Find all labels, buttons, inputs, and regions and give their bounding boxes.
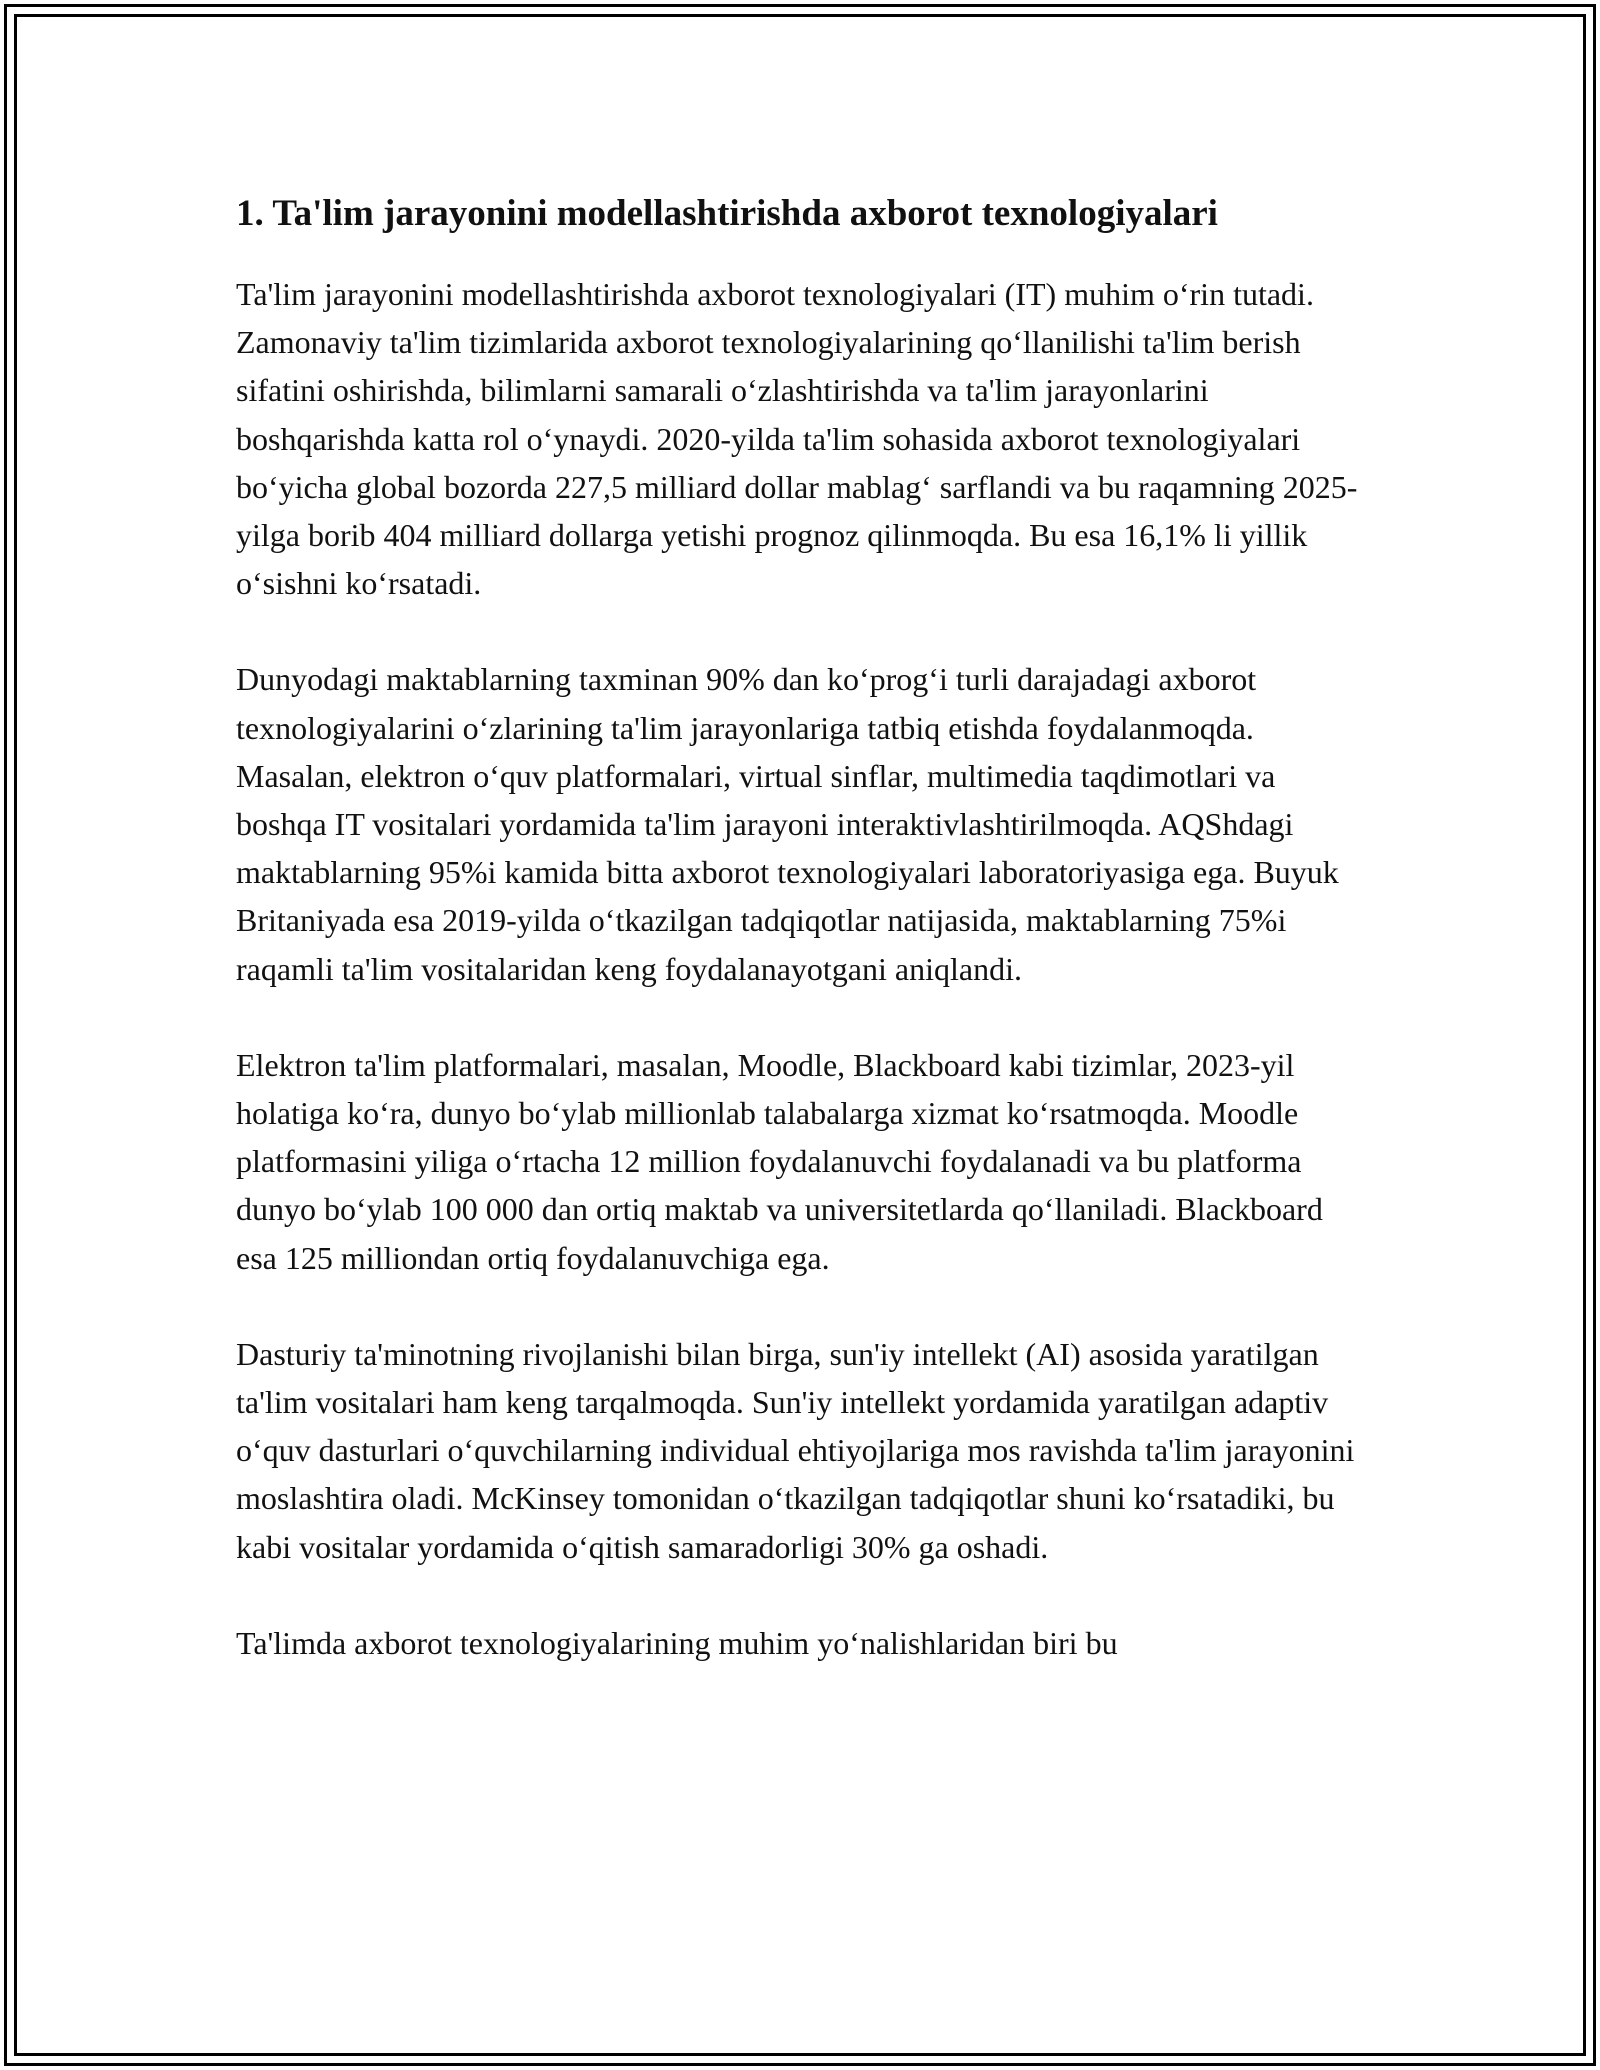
paragraph-ai-tools: Dasturiy ta'minotning rivojlanishi bilan birga, sun'iy intellekt (AI) asosida yaratilgan ta'lim vositalari ham keng tarqalmoqda. Sun'iy intellekt yordamida yaratilgan adaptiv o‘quv dasturlari o‘quvchilarning individual ehtiyojlariga mos ravishda ta'lim jarayonini moslashtira oladi. McKinsey tomonidan o‘tkazilgan tadqiqotlar shuni ko‘rsatadiki, bu kabi vositalar yordamida o‘qitish samaradorligi 30% ga oshadi. [236, 1335, 1355, 1565]
document-body [236, 190, 1366, 1667]
paragraph-schools-adoption: Dunyodagi maktablarning taxminan 90% dan ko‘prog‘i turli darajadagi axborot texnologiyalarini o‘zlarining ta'lim jarayonlariga tatbiq etishda foydalanmoqda. Masalan, elektron o‘quv platformalari, virtual sinflar, multimedia taqdimotlari va boshqa IT vositalari yordamida ta'lim jarayoni interaktivlashtirilmoqda. AQShdagi maktablarning 95%i kamida bitta axborot texnologiyalari laboratoriyasiga ega. Buyuk Britaniyada esa 2019-yilda o‘tkazilgan tadqiqotlar natijasida, maktablarning 75%i raqamli ta'lim vositalaridan keng foydalanayotgani aniqlandi. [236, 661, 1339, 987]
paragraph-elearning-platforms: Elektron ta'lim platformalari, masalan, Moodle, Blackboard kabi tizimlar, 2023-yil holatiga ko‘ra, dunyo bo‘ylab millionlab talabalarga xizmat ko‘rsatmoqda. Moodle platformasini yiliga o‘rtacha 12 million foydalanuvchi foydalanadi va bu platforma dunyo bo‘ylab 100 000 dan ortiq maktab va universitetlarda qo‘llaniladi. Blackboard esa 125 milliondan ortiq foydalanuvchiga ega. [236, 1046, 1323, 1276]
paragraph-it-market: Ta'lim jarayonini modellashtirishda axborot texnologiyalari (IT) muhim o‘rin tutadi. Zamonaviy ta'lim tizimlarida axborot texnologiyalarining qo‘llanilishi ta'lim berish sifatini oshirishda, bilimlarni samarali o‘zlashtirishda va ta'lim jarayonlarini boshqarishda katta rol o‘ynaydi. 2020-yilda ta'lim sohasida axborot texnologiyalari bo‘yicha global bozorda 227,5 milliard dollar mablag‘ sarflandi va bu raqamning 2025-yilga borib 404 milliard dollarga yetishi prognoz qilinmoqda. Bu esa 16,1% li yillik o‘sishni ko‘rsatadi. [236, 276, 1358, 602]
section-heading: 1. Ta'lim jarayonini modellashtirishda axborot texnologiyalari [236, 193, 1218, 234]
paragraph-continuation: Ta'limda axborot texnologiyalarining muhim yo‘nalishlaridan biri bu [236, 1624, 1118, 1661]
